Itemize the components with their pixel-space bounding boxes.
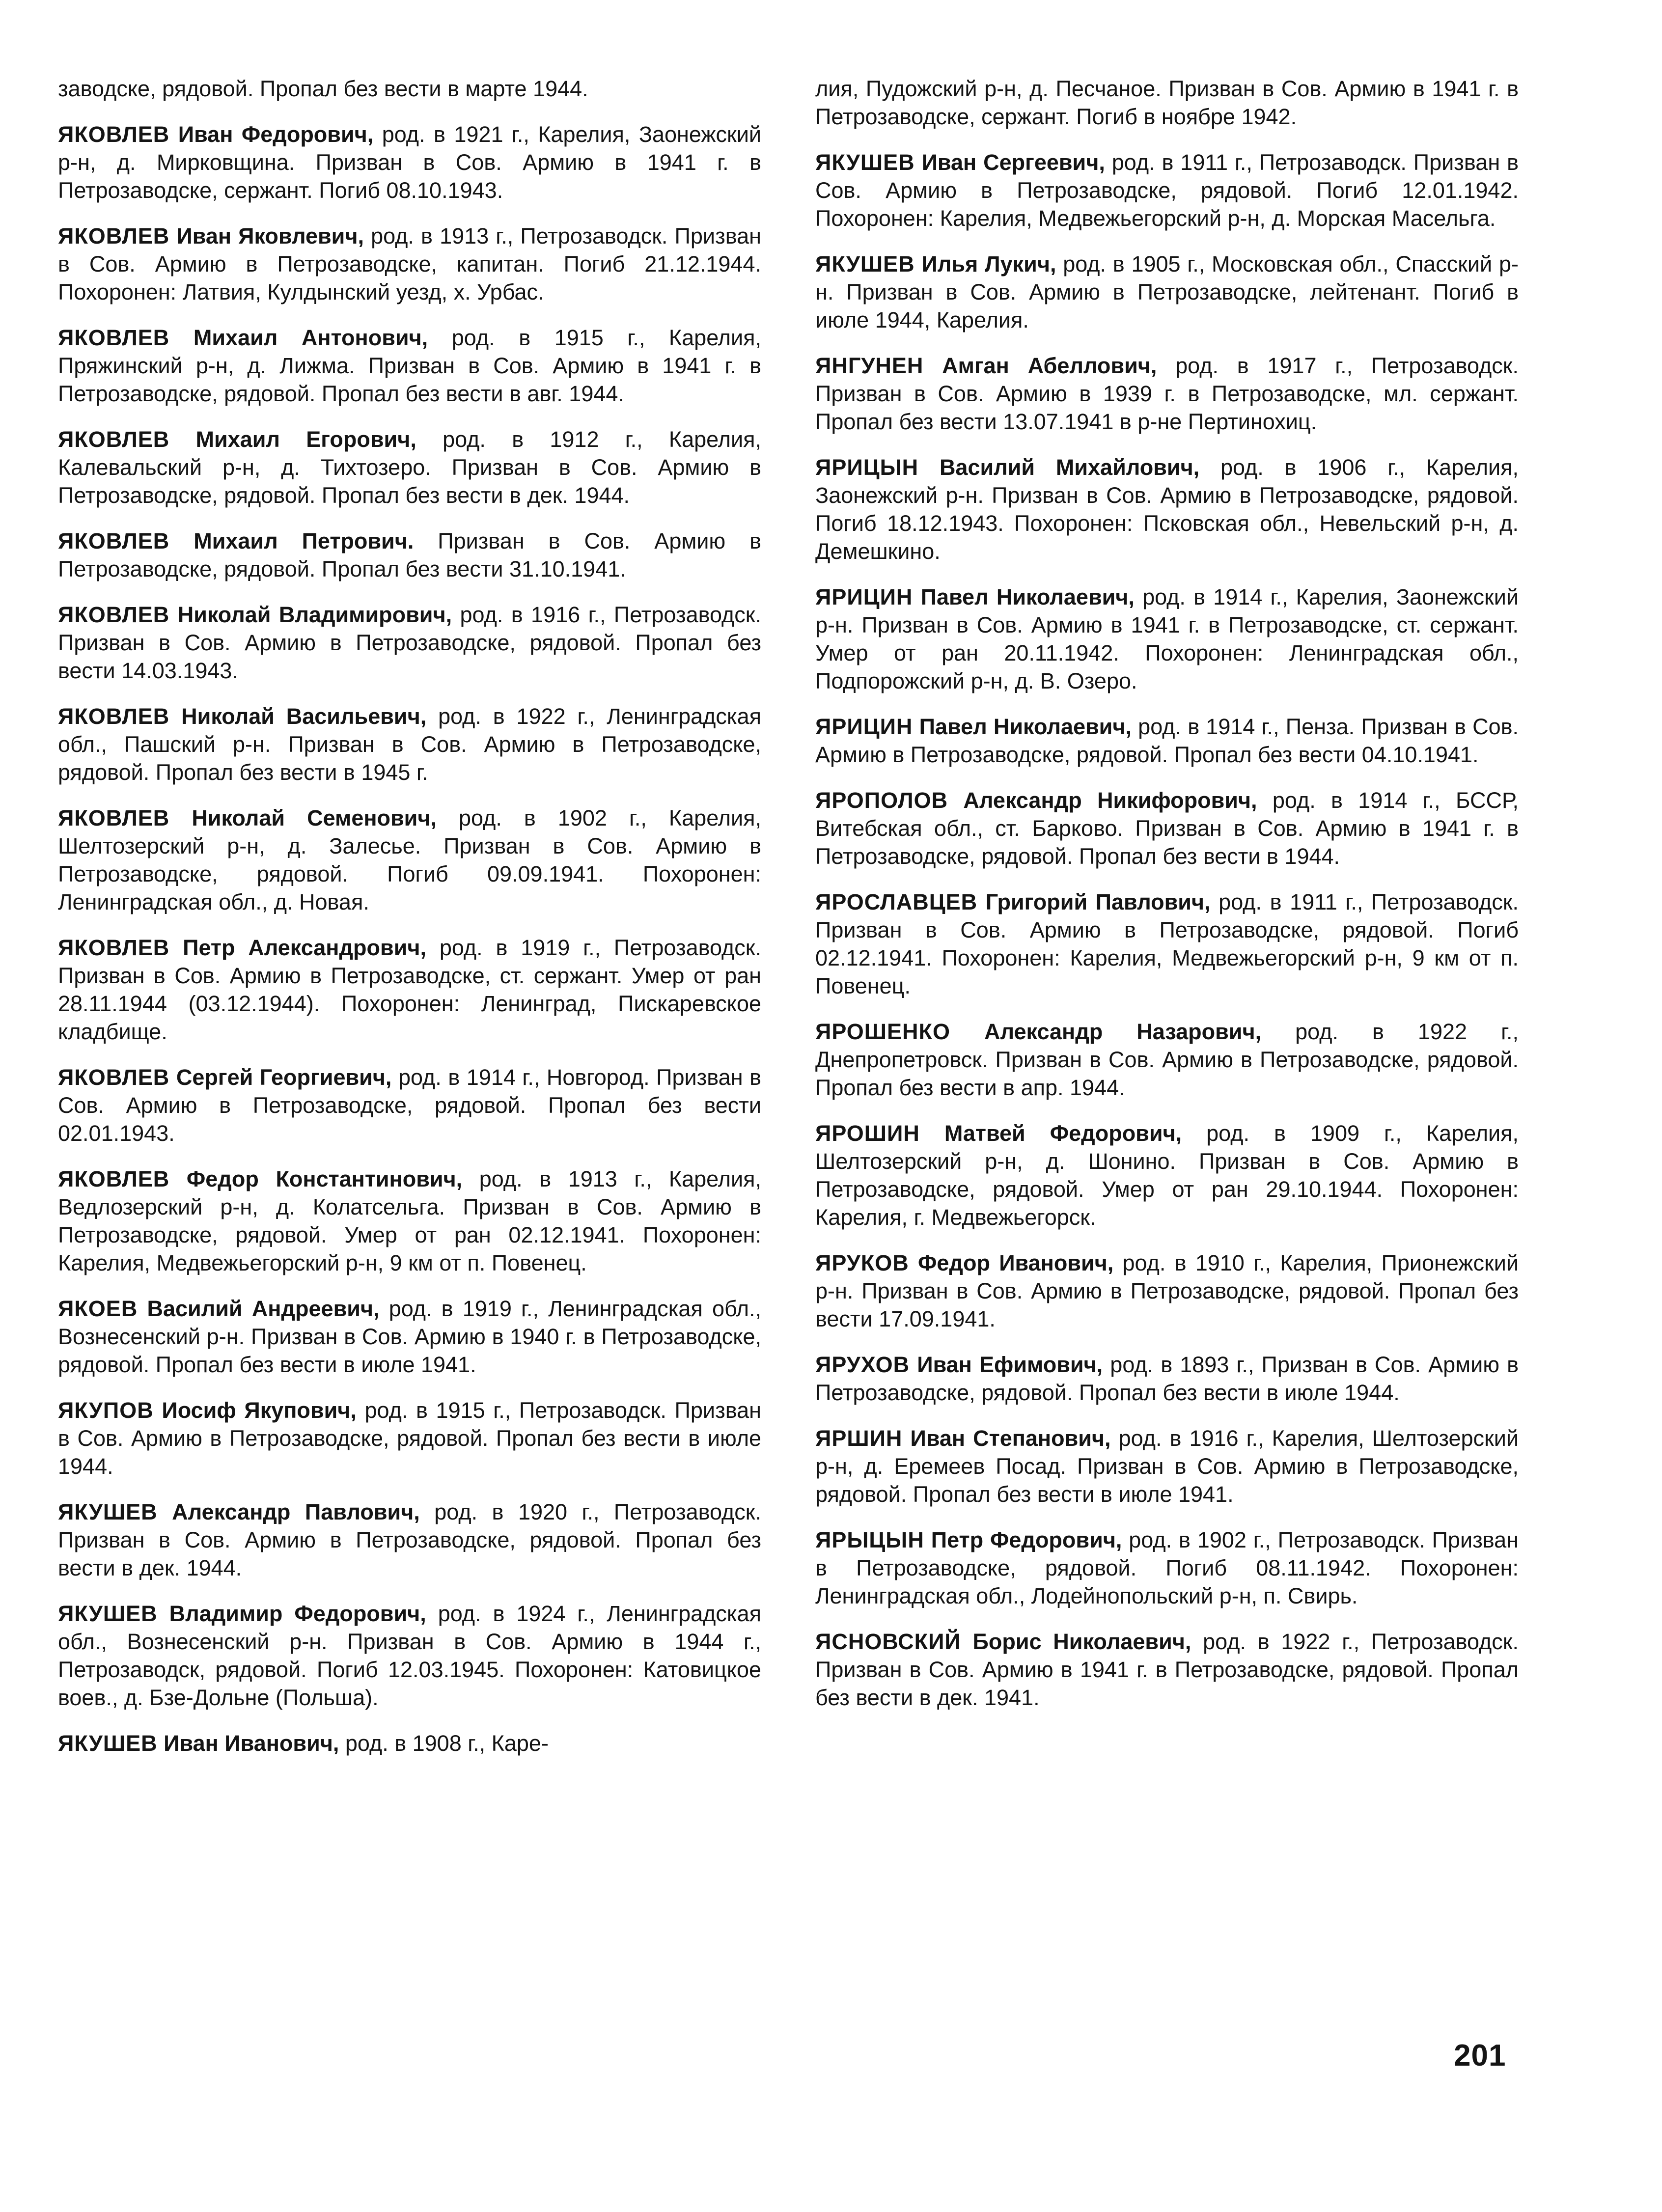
entry-given-name: Михаил Антонович, [193, 325, 428, 350]
entry [58, 120, 761, 204]
entry-text: род. в 1924 г., Ленинградская обл., Вознесенский р-н. Призван в Сов. Армию в 1944 г., Петрозаводск, рядовой. Погиб 12.03.1945. Похоронен: Катовицкое воев., д. Бзе-Дольне (Польша). [58, 1601, 761, 1710]
entry-text: род. в 1910 г., Карелия, Прионежский р-н. Призван в Сов. Армию в Петрозаводске, рядовой. Пропал без вести 17.09.1941. [815, 1250, 1519, 1331]
entry-given-name: Иван Ефимович, [917, 1352, 1103, 1377]
entry-continuation [58, 75, 761, 103]
entry [815, 1018, 1519, 1102]
entry [815, 786, 1519, 870]
entry-given-name: Александр Никифорович, [963, 788, 1257, 813]
entry-surname: ЯКУШЕВ [58, 1499, 158, 1524]
entry-text: заводске, рядовой. Пропал без вести в марте 1944. [58, 76, 588, 101]
entry [58, 934, 761, 1046]
entry [815, 583, 1519, 695]
entry-given-name: Иван Сергеевич, [921, 150, 1105, 175]
entry-surname: ЯКОВЛЕВ [58, 935, 170, 960]
entry-surname: ЯКУШЕВ [815, 251, 915, 276]
entry-surname: ЯРУХОВ [815, 1352, 910, 1377]
entry-surname: ЯКОЕВ [58, 1296, 138, 1321]
entry-text: род. в 1921 г., Карелия, Заонежский р-н, д. Мирковщина. Призван в Сов. Армию в 1941 г. в Петрозаводске, сержант. Погиб 08.10.1943. [58, 122, 761, 203]
entry [58, 804, 761, 916]
entry [815, 713, 1519, 769]
entry [58, 1396, 761, 1480]
entry-given-name: Михаил Егорович, [195, 427, 416, 452]
entry-given-name: Федор Иванович, [917, 1250, 1114, 1275]
entry-given-name: Борис Николаевич, [972, 1629, 1191, 1654]
page-number: 201 [1454, 2039, 1506, 2073]
entry-text: род. в 1914 г., Пенза. Призван в Сов. Армию в Петрозаводске, рядовой. Пропал без вести 04.10.1941. [815, 714, 1519, 767]
entry [815, 453, 1519, 565]
entry [58, 222, 761, 306]
entry-given-name: Петр Александрович, [183, 935, 426, 960]
entry [815, 148, 1519, 232]
entry-text: род. в 1922 г., Днепропетровск. Призван в Сов. Армию в Петрозаводске, рядовой. Пропал без вести в апр. 1944. [815, 1019, 1519, 1100]
entry-text: род. в 1913 г., Петрозаводск. Призван в Сов. Армию в Петрозаводске, капитан. Погиб 21.12.1944. Похоронен: Латвия, Кулдынский уезд, х. Урбас. [58, 223, 761, 304]
entry [815, 352, 1519, 436]
entry-text: род. в 1914 г., Карелия, Заонежский р-н. Призван в Сов. Армию в 1941 г. в Петрозаводске, ст. сержант. Умер от ран 20.11.1942. Похоронен: Ленинградская обл., Подпорожский р-н, д. В. Озеро. [815, 584, 1519, 693]
entry-given-name: Григорий Павлович, [985, 889, 1211, 914]
entry [815, 1351, 1519, 1407]
entry [58, 425, 761, 509]
entry-text: род. в 1922 г., Петрозаводск. Призван в Сов. Армию в 1941 г. в Петрозаводске, рядовой. Пропал без вести в дек. 1941. [815, 1629, 1519, 1710]
entry-text: род. в 1914 г., Новгород. Призван в Сов. Армию в Петрозаводске, рядовой. Пропал без вести 02.01.1943. [58, 1065, 761, 1146]
entry-given-name: Иосиф Якупович, [162, 1398, 357, 1423]
entry-given-name: Николай Владимирович, [177, 602, 452, 627]
entry-text: Призван в Сов. Армию в Петрозаводске, рядовой. Пропал без вести 31.10.1941. [58, 528, 761, 581]
entry-given-name: Павел Николаевич, [919, 714, 1132, 739]
entry-surname: ЯКОВЛЕВ [58, 805, 170, 830]
entry-given-name: Илья Лукич, [921, 251, 1056, 276]
entry-given-name: Иван Федорович, [178, 122, 374, 147]
entry-given-name: Николай Семенович, [192, 805, 437, 830]
entry-text: род. в 1922 г., Ленинградская обл., Пашский р-н. Призван в Сов. Армию в Петрозаводске, рядовой. Пропал без вести в 1945 г. [58, 704, 761, 785]
right-column [815, 75, 1519, 1729]
entry-text: род. в 1916 г., Петрозаводск. Призван в Сов. Армию в Петрозаводске, рядовой. Пропал без вести 14.03.1943. [58, 602, 761, 683]
entry-surname: ЯРЫЦЫН [815, 1527, 924, 1552]
entry-given-name: Иван Иванович, [164, 1731, 339, 1756]
entry-given-name: Александр Павлович, [172, 1499, 420, 1524]
entry-surname: ЯРИЦЫН [815, 455, 919, 480]
entry-given-name: Иван Яковлевич, [176, 223, 364, 249]
entry-given-name: Павел Николаевич, [920, 584, 1135, 609]
entry [58, 1165, 761, 1277]
entry-text: род. в 1909 г., Карелия, Шелтозерский р-н, д. Шонино. Призван в Сов. Армию в Петрозаводске, рядовой. Умер от ран 29.10.1944. Похоронен: Карелия, г. Медвежьегорск. [815, 1121, 1519, 1230]
entry-text: род. в 1902 г., Петрозаводск. Призван в Петрозаводске, рядовой. Погиб 08.11.1942. Похоронен: Ленинградская обл., Лодейнопольский р-н, п. Свирь. [815, 1527, 1519, 1608]
entry [815, 888, 1519, 1000]
entry-continuation [815, 75, 1519, 131]
entry [58, 702, 761, 786]
entry-text: род. в 1906 г., Карелия, Заонежский р-н. Призван в Сов. Армию в Петрозаводске, рядовой. Погиб 18.12.1943. Похоронен: Псковская обл., Невельский р-н, д. Демешкино. [815, 455, 1519, 564]
entry-surname: ЯКОВЛЕВ [58, 602, 170, 627]
entry-given-name: Василий Михайлович, [939, 455, 1200, 480]
entry [815, 1526, 1519, 1610]
entry-surname: ЯСНОВСКИЙ [815, 1629, 961, 1654]
entry-surname: ЯНГУНЕН [815, 353, 924, 378]
entry-given-name: Александр Назарович, [984, 1019, 1262, 1044]
entry-surname: ЯКОВЛЕВ [58, 427, 170, 452]
entry [58, 601, 761, 685]
entry-text: род. в 1919 г., Ленинградская обл., Вознесенский р-н. Призван в Сов. Армию в 1940 г. в Петрозаводске, рядовой. Пропал без вести в июле 1941. [58, 1296, 761, 1377]
entry-text: род. в 1905 г., Московская обл., Спасский р-н. Призван в Сов. Армию в Петрозаводске, лейтенант. Погиб в июле 1944, Карелия. [815, 251, 1519, 332]
entry-text: род. в 1916 г., Карелия, Шелтозерский р-н, д. Еремеев Посад. Призван в Сов. Армию в Петрозаводске, рядовой. Пропал без вести в июле 1941. [815, 1426, 1519, 1507]
entry-surname: ЯРУКОВ [815, 1250, 909, 1275]
entry-text: род. в 1911 г., Петрозаводск. Призван в Сов. Армию в Петрозаводске, рядовой. Погиб 02.12.1941. Похоронен: Карелия, Медвежьегорский р-н, 9 км от п. Повенец. [815, 889, 1519, 998]
entry-text: род. в 1915 г., Карелия, Пряжинский р-н, д. Лижма. Призван в Сов. Армию в 1941 г. в Петрозаводске, рядовой. Пропал без вести в авг. 1944. [58, 325, 761, 406]
entry-surname: ЯКУШЕВ [58, 1601, 158, 1626]
entry-text: род. в 1911 г., Петрозаводск. Призван в Сов. Армию в Петрозаводске, рядовой. Погиб 12.01.1942. Похоронен: Карелия, Медвежьегорский р-н, д. Морская Масельга. [815, 150, 1519, 231]
entry-surname: ЯКУШЕВ [815, 150, 915, 175]
entry-surname: ЯКОВЛЕВ [58, 223, 170, 249]
entry-text: род. в 1915 г., Петрозаводск. Призван в Сов. Армию в Петрозаводске, рядовой. Пропал без вести в июле 1944. [58, 1398, 761, 1479]
entry-surname: ЯРИЦИН [815, 584, 913, 609]
entry-surname: ЯКОВЛЕВ [58, 1166, 170, 1191]
entry-given-name: Амган Абеллович, [942, 353, 1157, 378]
entry-surname: ЯРИЦИН [815, 714, 913, 739]
entry-given-name: Федор Константинович, [186, 1166, 463, 1191]
entry-text: род. в 1917 г., Петрозаводск. Призван в Сов. Армию в 1939 г. в Петрозаводске, мл. сержант. Пропал без вести 13.07.1941 в р-не Пертинохиц. [815, 353, 1519, 434]
entry-text: род. в 1919 г., Петрозаводск. Призван в Сов. Армию в Петрозаводске, ст. сержант. Умер от ран 28.11.1944 (03.12.1944). Похоронен: Ленинград, Пискаревское кладбище. [58, 935, 761, 1044]
entry [58, 1295, 761, 1379]
entry-text: род. в 1920 г., Петрозаводск. Призван в Сов. Армию в Петрозаводске, рядовой. Пропал без вести в дек. 1944. [58, 1499, 761, 1580]
entry-given-name: Сергей Георгиевич, [176, 1065, 392, 1090]
entry-given-name: Владимир Федорович, [169, 1601, 426, 1626]
entry-surname: ЯКОВЛЕВ [58, 1065, 170, 1090]
entry [58, 324, 761, 408]
entry-surname: ЯКУШЕВ [58, 1731, 158, 1756]
entry-surname: ЯРШИН [815, 1426, 903, 1451]
entry-given-name: Николай Васильевич, [181, 704, 427, 729]
entry-surname: ЯКОВЛЕВ [58, 325, 170, 350]
left-column [58, 75, 761, 1775]
entry [58, 1600, 761, 1712]
entry-surname: ЯРОШИН [815, 1121, 920, 1146]
entry [58, 527, 761, 583]
entry [815, 1119, 1519, 1231]
entry-text: род. в 1908 г., Каре- [345, 1731, 549, 1756]
entry [58, 1063, 761, 1147]
entry-surname: ЯКОВЛЕВ [58, 704, 170, 729]
entry-text: лия, Пудожский р-н, д. Песчаное. Призван в Сов. Армию в 1941 г. в Петрозаводске, сержант. Погиб в ноябре 1942. [815, 76, 1519, 129]
entry [815, 1424, 1519, 1508]
entry-given-name: Матвей Федорович, [944, 1121, 1182, 1146]
entry [58, 1729, 761, 1757]
entry-text: род. в 1912 г., Карелия, Калевальский р-н, д. Тихтозеро. Призван в Сов. Армию в Петрозаводске, рядовой. Пропал без вести в дек. 1944. [58, 427, 761, 508]
entry-text: род. в 1914 г., БССР, Витебская обл., ст. Барково. Призван в Сов. Армию в 1941 г. в Петрозаводске, рядовой. Пропал без вести в 1944. [815, 788, 1519, 869]
entry-given-name: Василий Андреевич, [147, 1296, 380, 1321]
entry-text: род. в 1893 г., Призван в Сов. Армию в Петрозаводске, рядовой. Пропал без вести в июле 1944. [815, 1352, 1519, 1405]
entry-surname: ЯРОШЕНКО [815, 1019, 950, 1044]
entry-text: род. в 1913 г., Карелия, Ведлозерский р-н, д. Колатсельга. Призван в Сов. Армию в Петрозаводске, рядовой. Умер от ран 02.12.1941. Похоронен: Карелия, Медвежьегорский р-н, 9 км от п. Повенец. [58, 1166, 761, 1275]
entry [815, 250, 1519, 334]
entry-surname: ЯКУПОВ [58, 1398, 154, 1423]
entry [815, 1249, 1519, 1333]
entry [58, 1498, 761, 1582]
entry-surname: ЯРОСЛАВЦЕВ [815, 889, 978, 914]
entry-given-name: Петр Федорович, [931, 1527, 1122, 1552]
entry [815, 1628, 1519, 1712]
entry-given-name: Иван Степанович, [910, 1426, 1111, 1451]
entry-text: род. в 1902 г., Карелия, Шелтозерский р-н, д. Залесье. Призван в Сов. Армию в Петрозаводске, рядовой. Погиб 09.09.1941. Похоронен: Ленинградская обл., д. Новая. [58, 805, 761, 914]
entry-surname: ЯКОВЛЕВ [58, 528, 170, 553]
entry-given-name: Михаил Петрович. [194, 528, 414, 553]
entry-surname: ЯКОВЛЕВ [58, 122, 170, 147]
entry-surname: ЯРОПОЛОВ [815, 788, 948, 813]
